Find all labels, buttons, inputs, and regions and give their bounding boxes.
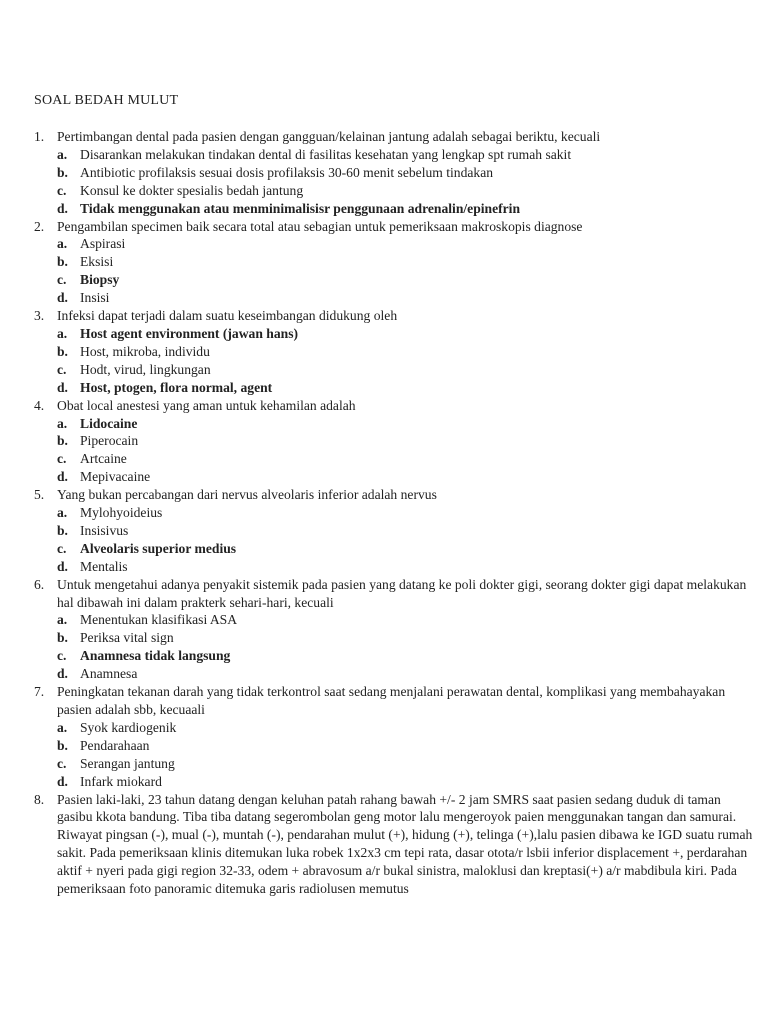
option-text: Pendarahaan <box>80 737 150 753</box>
option-letter: c. <box>57 361 67 377</box>
option-text: Tidak menggunakan atau menminimalisisr penggunaan adrenalin/epinefrin <box>80 200 521 216</box>
question-list <box>34 128 754 898</box>
option-letter: c. <box>57 755 67 771</box>
option-text: Alveolaris superior medius <box>80 540 237 556</box>
question-number: 8. <box>34 791 45 807</box>
answer-option <box>34 468 754 486</box>
question-text: Yang bukan percabangan dari nervus alveolaris inferior adalah nervus <box>57 487 437 503</box>
question-number: 4. <box>34 397 45 413</box>
question-text: Untuk mengetahui adanya penyakit sistemik pada pasien yang datang ke poli dokter gigi, seorang dokter gigi dapat melakukan hal dibawah ini dalam prakterk sehari-hari, kecuali <box>57 576 747 610</box>
question-number: 3. <box>34 308 45 324</box>
option-letter: c. <box>57 272 67 288</box>
option-text: Insisi <box>80 290 110 306</box>
option-text: Infark miokard <box>80 773 162 789</box>
answer-option <box>34 450 754 468</box>
option-letter: d. <box>57 379 68 395</box>
question-text: Pertimbangan dental pada pasien dengan gangguan/kelainan jantung adalah sebagai beriktu, kecuali <box>57 129 601 144</box>
answer-option <box>34 611 754 629</box>
answer-option <box>34 737 754 755</box>
answer-option <box>34 253 754 271</box>
option-text: Disarankan melakukan tindakan dental di fasilitas kesehatan yang lengkap spt rumah sakit <box>80 146 572 162</box>
option-letter: c. <box>57 648 67 664</box>
question-number: 6. <box>34 576 45 592</box>
answer-option <box>34 164 754 182</box>
option-letter: d. <box>57 469 68 485</box>
answer-option <box>34 629 754 647</box>
option-letter: d. <box>57 558 68 574</box>
option-text: Piperocain <box>80 433 139 449</box>
option-letter: a. <box>57 146 68 162</box>
answer-option <box>34 146 754 164</box>
option-letter: b. <box>57 737 68 753</box>
option-letter: a. <box>57 612 68 628</box>
question-item <box>34 486 754 504</box>
answer-option <box>34 235 754 253</box>
option-text: Antibiotic profilaksis sesuai dosis profilaksis 30-60 menit sebelum tindakan <box>80 164 494 180</box>
option-letter: a. <box>57 505 68 521</box>
option-letter: a. <box>57 236 68 252</box>
question-item <box>34 576 754 612</box>
question-text: Obat local anestesi yang aman untuk kehamilan adalah <box>57 397 356 413</box>
option-text: Konsul ke dokter spesialis bedah jantung <box>80 182 304 198</box>
option-text: Hodt, virud, lingkungan <box>80 361 211 377</box>
answer-option <box>34 719 754 737</box>
option-text: Insisivus <box>80 522 129 538</box>
option-letter: c. <box>57 182 67 198</box>
option-text: Aspirasi <box>80 236 126 252</box>
option-letter: d. <box>57 666 68 682</box>
option-text: Lidocaine <box>80 415 138 431</box>
question-text: Infeksi dapat terjadi dalam suatu keseimbangan didukung oleh <box>57 308 398 324</box>
option-letter: b. <box>57 254 68 270</box>
question-number: 2. <box>34 218 45 234</box>
answer-option <box>34 271 754 289</box>
option-letter: b. <box>57 433 68 449</box>
answer-option <box>34 540 754 558</box>
option-text: Periksa vital sign <box>80 630 174 646</box>
option-text: Artcaine <box>80 451 127 467</box>
option-text: Anamnesa <box>80 666 138 682</box>
option-letter: b. <box>57 343 68 359</box>
option-letter: c. <box>57 451 67 467</box>
question-text: Pengambilan specimen baik secara total atau sebagian untuk pemeriksaan makroskopis diagnose <box>57 218 583 234</box>
question-number: 7. <box>34 684 45 700</box>
page-title: SOAL BEDAH MULUT <box>34 93 179 108</box>
question-item <box>34 791 754 898</box>
option-letter: d. <box>57 200 68 216</box>
option-text: Host agent environment (jawan hans) <box>80 325 299 341</box>
answer-option <box>34 755 754 773</box>
question-number: 5. <box>34 487 45 503</box>
question-item <box>34 683 754 719</box>
answer-option <box>34 200 754 218</box>
answer-option <box>34 343 754 361</box>
answer-option <box>34 522 754 540</box>
option-letter: a. <box>57 719 68 735</box>
answer-option <box>34 379 754 397</box>
question-item <box>34 307 754 325</box>
option-letter: b. <box>57 630 68 646</box>
option-text: Mylohyoideius <box>80 505 163 521</box>
question-text: Peningkatan tekanan darah yang tidak terkontrol saat sedang menjalani perawatan dental, komplikasi yang membahayakan pasien adalah sbb, kecuaali <box>57 684 726 717</box>
answer-option <box>34 289 754 307</box>
answer-option <box>34 325 754 343</box>
answer-option <box>34 647 754 665</box>
option-letter: d. <box>57 773 68 789</box>
answer-option <box>34 665 754 683</box>
option-text: Mepivacaine <box>80 469 151 485</box>
option-text: Host, mikroba, individu <box>80 343 210 359</box>
question-item <box>34 128 754 146</box>
option-text: Host, ptogen, flora normal, agent <box>80 379 273 395</box>
question-number: 1. <box>34 129 45 144</box>
option-letter: b. <box>57 164 68 180</box>
option-letter: a. <box>57 325 68 341</box>
option-text: Menentukan klasifikasi ASA <box>80 612 238 628</box>
option-text: Serangan jantung <box>80 755 175 771</box>
option-text: Anamnesa tidak langsung <box>80 648 231 664</box>
answer-option <box>34 504 754 522</box>
option-letter: c. <box>57 540 67 556</box>
question-item <box>34 397 754 415</box>
option-text: Eksisi <box>80 254 114 270</box>
answer-option <box>34 432 754 450</box>
answer-option <box>34 415 754 433</box>
question-text: Pasien laki-laki, 23 tahun datang dengan keluhan patah rahang bawah +/- 2 jam SMRS saat pasien sedang duduk di taman gasibu kkota bandung. Tiba tiba datang segerombolan geng motor lalu mengeroyok paien menggunakan tangan dan samurai. Riwayat pingsan (-), mual (-), muntah (-), pendarahan mulut (+), hidung (+), telinga (+),lalu pasien dibawa ke IGD suatu rumah sakit. Pada pemeriksaan klinis ditemukan luka robek 1x2x3 cm tepi rata, dasar otota/r lsbii inferior displacement +, perdarahan aktif + nyeri pada gigi region 32-33, odem + abravosum a/r bukal sinistra, maloklusi dan kreptasi(+) a/r mabdibula kiri. Pada pemeriksaan foto panoramic ditemuka garis radiolusen memutus <box>57 791 753 897</box>
answer-option <box>34 558 754 576</box>
option-letter: b. <box>57 522 68 538</box>
answer-option <box>34 182 754 200</box>
option-letter: a. <box>57 415 68 431</box>
question-item <box>34 218 754 236</box>
option-text: Mentalis <box>80 558 128 574</box>
option-text: Biopsy <box>80 272 120 288</box>
option-text: Syok kardiogenik <box>80 719 177 735</box>
answer-option <box>34 773 754 791</box>
option-letter: d. <box>57 290 68 306</box>
answer-option <box>34 361 754 379</box>
